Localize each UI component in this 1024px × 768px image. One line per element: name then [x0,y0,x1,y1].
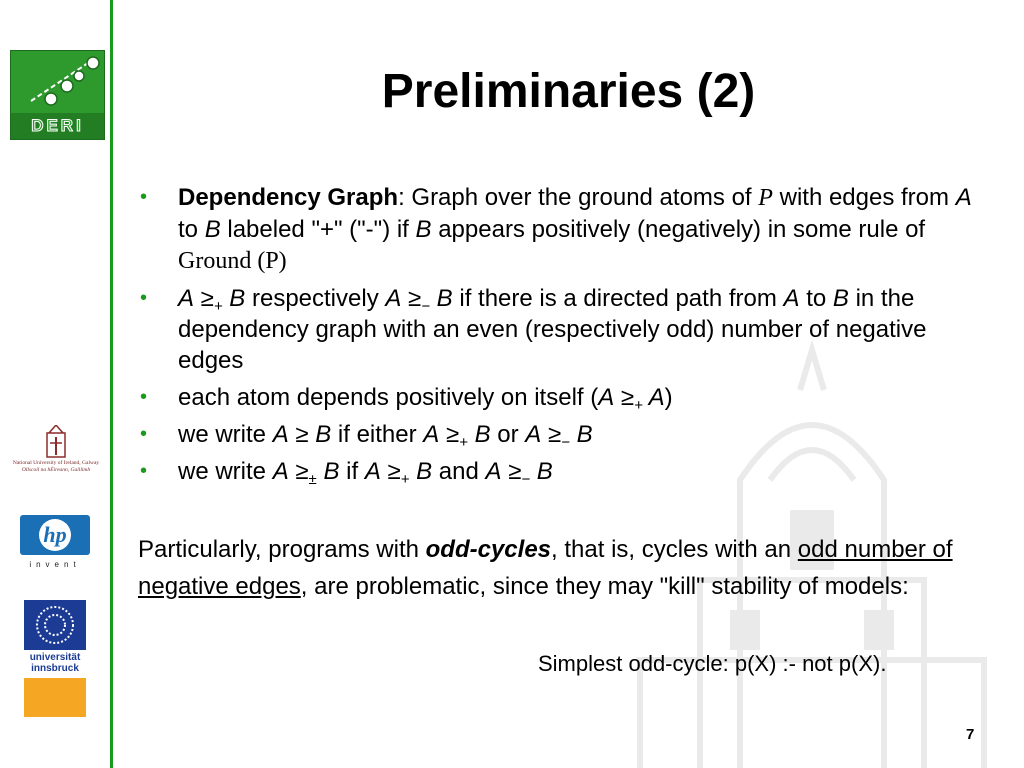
text-run: and [432,458,486,485]
hp-tagline: invent [29,560,81,569]
bullet-item-positive-negative-dependency [138,283,978,376]
geq-symbol: ≥ [194,285,214,312]
atom-symbol: B [530,458,553,485]
geq-symbol: ≥ [501,458,522,485]
bullet-dot: • [140,460,148,482]
text-run: with edges from [772,184,956,211]
geq-symbol: ≥ [439,421,460,448]
text-run: appears positively (negatively) in some rule of [431,216,926,243]
plus-subscript: + [634,397,643,414]
atom-symbol: A [364,458,381,485]
hp-logo [20,515,90,555]
bullet-list [138,182,978,493]
innsbruck-line1: universität [29,652,81,663]
ground-program: Ground (P) [178,248,287,274]
geq-symbol: ≥ [541,421,562,448]
text-run: in the dependency graph with an even (respectively odd) number of negative edges [178,285,927,374]
atom-symbol: A [783,285,800,312]
odd-cycle-example: Simplest odd-cycle: p(X) :- not p(X). [538,651,887,676]
text-run: if either [331,421,424,448]
text-run: , are problematic, since they may "kill" stability of models: [300,573,909,600]
odd-cycles-paragraph [138,531,988,605]
geq-symbol: ≥ [380,458,401,485]
text-run: Particularly, programs with [138,536,426,563]
innsbruck-logo [24,600,86,717]
innsbruck-pattern-icon [24,600,86,650]
atom-symbol: B [415,216,432,243]
atom-symbol: A [423,421,440,448]
bullet-dot: • [140,287,148,309]
text-run: we write [178,421,273,448]
bullet-item-geq-definition [138,419,978,450]
text-run: or [490,421,526,448]
atom-symbol: A [955,184,972,211]
geq-symbol: ≥ [614,384,635,411]
minus-subscript: − [521,471,531,488]
text-run: : Graph over the ground atoms of [398,184,759,211]
bullet-dot: • [140,186,148,208]
bullet-item-pm-definition [138,456,978,487]
term-odd-cycles: odd-cycles [425,536,552,563]
atom-symbol: B [430,285,453,312]
atom-symbol: B [204,216,221,243]
text-run: respectively [245,285,386,312]
atom-symbol: B [569,421,593,448]
nuig-logo [4,425,108,475]
bullet-item-self-dependency [138,382,978,413]
atom-symbol: A [178,285,195,312]
atom-symbol: A [485,458,502,485]
geq-symbol: ≥ [288,458,309,485]
text-run: if [339,458,365,485]
hp-wordmark: hp [43,522,67,547]
atom-symbol: A [525,421,542,448]
text-run: each atom depends positively on itself ( [178,384,599,411]
bullet-dot: • [140,423,148,445]
innsbruck-line2: innsbruck [31,663,79,674]
atom-symbol: A [272,421,289,448]
term-dependency-graph: Dependency Graph [178,184,399,211]
minus-subscript: − [421,298,430,315]
plus-subscript: + [459,434,468,451]
atom-symbol: B [832,285,849,312]
deri-logo [10,50,105,140]
atom-symbol: B [409,458,433,485]
plus-minus-subscript: ± [308,471,317,488]
underlined-phrase: odd number of negative edges [138,536,953,600]
deri-network-icon [11,51,104,113]
atom-symbol: B [315,421,332,448]
text-run: ) [664,384,673,411]
atom-symbol: A [272,458,289,485]
text-run: if there is a directed path from [452,285,784,312]
slide-title: Preliminaries (2) [381,65,756,118]
geq-symbol: ≥ [401,285,422,312]
text-run: to [799,285,833,312]
atom-symbol: A [598,384,615,411]
atom-symbol: A [385,285,402,312]
minus-subscript: − [561,434,570,451]
nuig-name: National University of Ireland, Galway [12,460,100,466]
text-run: to [178,216,205,243]
bullet-dot: • [140,386,148,408]
nuig-irish-name: Ollscoil na hÉireann, Gaillimh [21,467,91,473]
atom-symbol: B [316,458,340,485]
atom-symbol: B [222,285,246,312]
nuig-crest-icon [4,425,108,459]
innsbruck-emblem [24,600,86,650]
atom-symbol: A [642,384,665,411]
geq-symbol: ≥ [288,421,316,448]
plus-subscript: + [213,298,223,315]
text-run: , that is, cycles with an [551,536,798,563]
deri-wordmark: DERI [31,116,84,135]
atom-symbol: B [467,421,491,448]
program-symbol: P [758,185,773,211]
text-run: we write [178,458,273,485]
bullet-item-dependency-graph [138,182,978,277]
plus-subscript: + [400,471,410,488]
text-run: labeled "+" ("-") if [220,216,416,243]
page-number: 7 [966,726,975,743]
innsbruck-band [24,678,86,717]
